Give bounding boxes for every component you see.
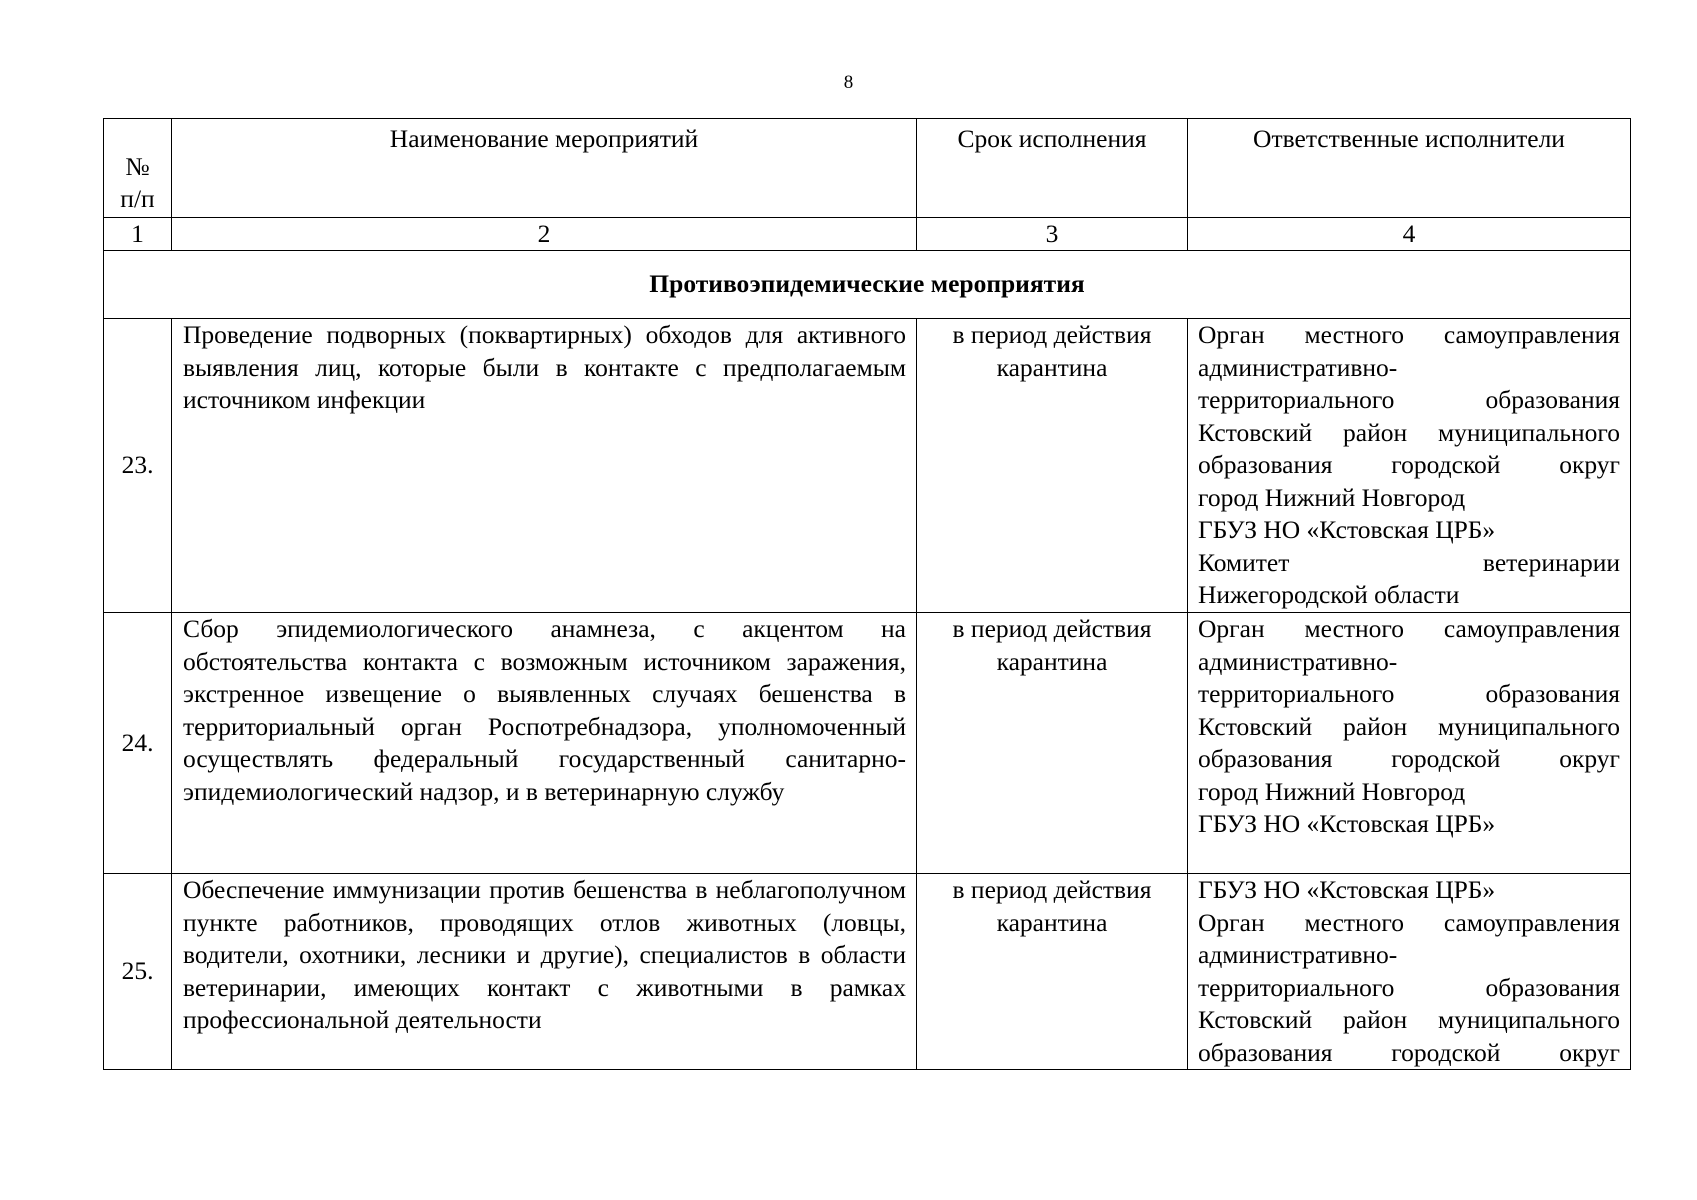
measure-responsible <box>1188 613 1631 874</box>
column-index: 1 <box>104 218 172 251</box>
measure-term <box>917 613 1188 874</box>
table-header-row <box>104 119 1631 218</box>
measure-term <box>917 874 1188 1070</box>
header-number-abbr: п/п <box>120 184 155 213</box>
table-row <box>104 319 1631 613</box>
measure-responsible <box>1188 874 1631 1070</box>
responsible-line: ГБУЗ НО «Кстовская ЦРБ» <box>1198 515 1496 544</box>
term-line: в период действия <box>952 320 1152 349</box>
header-responsible: Ответственные исполнители <box>1188 119 1631 218</box>
column-index: 3 <box>917 218 1188 251</box>
row-number: 25. <box>104 874 172 1070</box>
responsible-line: территориального образования <box>1198 385 1620 414</box>
header-number-sign: № <box>125 152 150 181</box>
header-number <box>104 119 172 218</box>
term-line: карантина <box>996 907 1108 937</box>
measure-responsible <box>1188 319 1631 613</box>
responsible-line: ГБУЗ НО «Кстовская ЦРБ» <box>1198 875 1496 904</box>
measure-term <box>917 319 1188 613</box>
table-row <box>104 613 1631 874</box>
column-index: 4 <box>1188 218 1631 251</box>
section-title: Противоэпидемические мероприятия <box>104 251 1631 319</box>
responsible-line: Кстовский район муниципального <box>1198 1005 1620 1034</box>
table-row <box>104 874 1631 1070</box>
measure-name: Проведение подворных (поквартирных) обходов для активного выявления лиц, которые были в контакте с предполагаемым источником инфекции <box>172 319 917 613</box>
responsible-line: образования городской округ <box>1198 450 1620 479</box>
column-index: 2 <box>172 218 917 251</box>
responsible-line: административно- <box>1198 646 1398 676</box>
responsible-line: административно- <box>1198 940 1398 969</box>
responsible-line: территориального образования <box>1198 972 1620 1002</box>
responsible-line: Орган местного самоуправления <box>1198 907 1620 937</box>
column-index-row <box>104 218 1631 251</box>
header-term: Срок исполнения <box>917 119 1188 218</box>
term-line: в период действия <box>952 614 1152 643</box>
term-line: в период действия <box>952 875 1152 904</box>
term-line: карантина <box>996 352 1108 382</box>
responsible-line: Кстовский район муниципального <box>1198 711 1620 741</box>
measure-name: Сбор эпидемиологического анамнеза, с акцентом на обстоятельства контакта с возможным источником заражения, экстренное извещение о выявленных случаях бешенства в территориальный орган Роспотребнадзора, уполномоченный осуществлять федеральный государственный санитарно-эпидемиологический надзор, и в ветеринарную службу <box>172 613 917 874</box>
responsible-line: ГБУЗ НО «Кстовская ЦРБ» <box>1198 809 1496 838</box>
responsible-line: образования городской округ <box>1198 1037 1620 1067</box>
responsible-line: Орган местного самоуправления <box>1198 320 1620 349</box>
responsible-line: административно- <box>1198 352 1398 382</box>
header-name: Наименование мероприятий <box>172 119 917 218</box>
page-number: 8 <box>843 72 854 93</box>
row-number: 24. <box>104 613 172 874</box>
responsible-line: образования городской округ <box>1198 744 1620 773</box>
section-row <box>104 251 1631 319</box>
row-number: 23. <box>104 319 172 613</box>
responsible-line: город Нижний Новгород <box>1198 776 1466 806</box>
responsible-line: Нижегородской области <box>1198 580 1460 609</box>
responsible-line: город Нижний Новгород <box>1198 482 1466 512</box>
term-line: карантина <box>996 646 1108 676</box>
responsible-line: Орган местного самоуправления <box>1198 614 1620 643</box>
responsible-line: Комитет ветеринарии <box>1198 547 1620 577</box>
measures-table <box>103 118 1631 1070</box>
measure-name: Обеспечение иммунизации против бешенства в неблагополучном пункте работников, проводящих отлов животных (ловцы, водители, охотники, лесники и другие), специалистов в области ветеринарии, имеющих контакт с животными в рамках профессиональной деятельности <box>172 874 917 1070</box>
responsible-line: территориального образования <box>1198 679 1620 708</box>
responsible-line: Кстовский район муниципального <box>1198 417 1620 447</box>
